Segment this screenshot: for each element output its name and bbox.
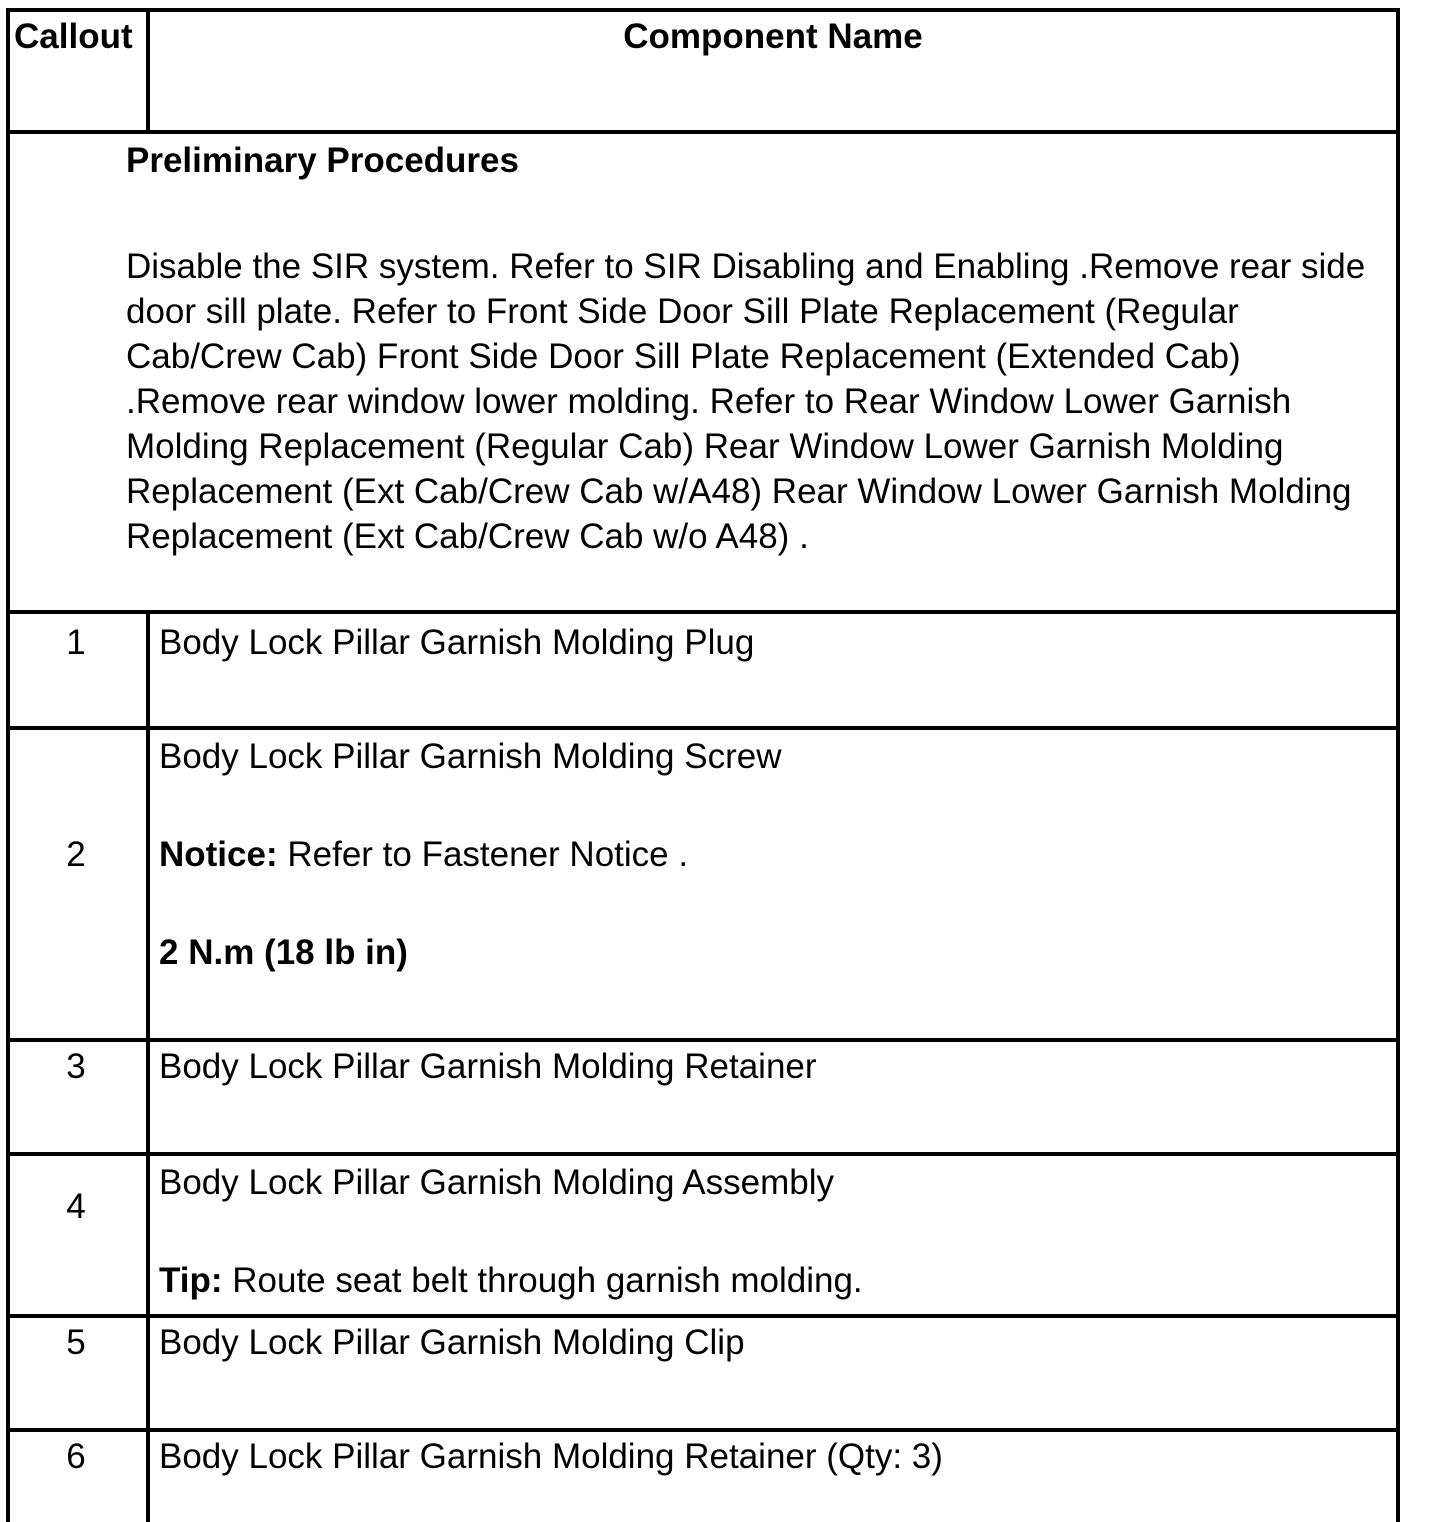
row-divider	[6, 1428, 1400, 1432]
table-border-right	[1396, 8, 1400, 1522]
header-divider	[6, 130, 1400, 134]
callout-number: 1	[66, 623, 86, 662]
header-component-name: Component Name	[623, 17, 923, 56]
callout-number: 3	[66, 1047, 86, 1086]
tip-label: Tip:	[159, 1261, 223, 1300]
row-divider	[6, 1314, 1400, 1318]
component-table	[6, 8, 1400, 1522]
callout-number: 5	[66, 1323, 86, 1362]
component-name: Body Lock Pillar Garnish Molding Retainer (Qty: 3)	[159, 1437, 943, 1476]
callout-number: 4	[66, 1187, 86, 1226]
row-divider	[6, 610, 1400, 614]
notice-label: Notice:	[159, 835, 278, 874]
table-border-left	[6, 8, 10, 1522]
callout-number: 6	[66, 1437, 86, 1476]
component-name: Body Lock Pillar Garnish Molding Plug	[159, 623, 755, 662]
preliminary-text: Disable the SIR system. Refer to SIR Disabling and Enabling .Remove rear side door sill plate. Refer to Front Side Door Sill Plate Replacement (Regular Cab/Crew Cab) Front Side Door Sill Plate Replacement (Extended Cab) .Remove rear window lower molding. Refer to Rear Window Lower Garnish Molding Replacement (Regular Cab) Rear Window Lower Garnish Molding Replacement (Ext Cab/Crew Cab w/A48) Rear Window Lower Garnish Molding Replacement (Ext Cab/Crew Cab w/o A48) .	[126, 247, 1366, 556]
component-name: Body Lock Pillar Garnish Molding Clip	[159, 1323, 745, 1362]
row-divider	[6, 1038, 1400, 1042]
column-divider	[146, 610, 150, 1522]
callout-number: 2	[66, 835, 86, 874]
torque-spec: 2 N.m (18 lb in)	[159, 933, 408, 972]
table-border-top	[6, 8, 1400, 12]
component-name: Body Lock Pillar Garnish Molding Retainer	[159, 1047, 817, 1086]
notice-line	[159, 832, 688, 877]
tip-line	[159, 1258, 863, 1303]
header-callout: Callout	[14, 17, 133, 56]
preliminary-title: Preliminary Procedures	[126, 141, 519, 180]
row-divider	[6, 1152, 1400, 1156]
component-name: Body Lock Pillar Garnish Molding Assembly	[159, 1163, 835, 1202]
component-name: Body Lock Pillar Garnish Molding Screw	[159, 737, 782, 776]
notice-text: Refer to Fastener Notice .	[277, 835, 689, 874]
tip-text: Route seat belt through garnish molding.	[222, 1261, 863, 1300]
row-divider	[6, 726, 1400, 730]
